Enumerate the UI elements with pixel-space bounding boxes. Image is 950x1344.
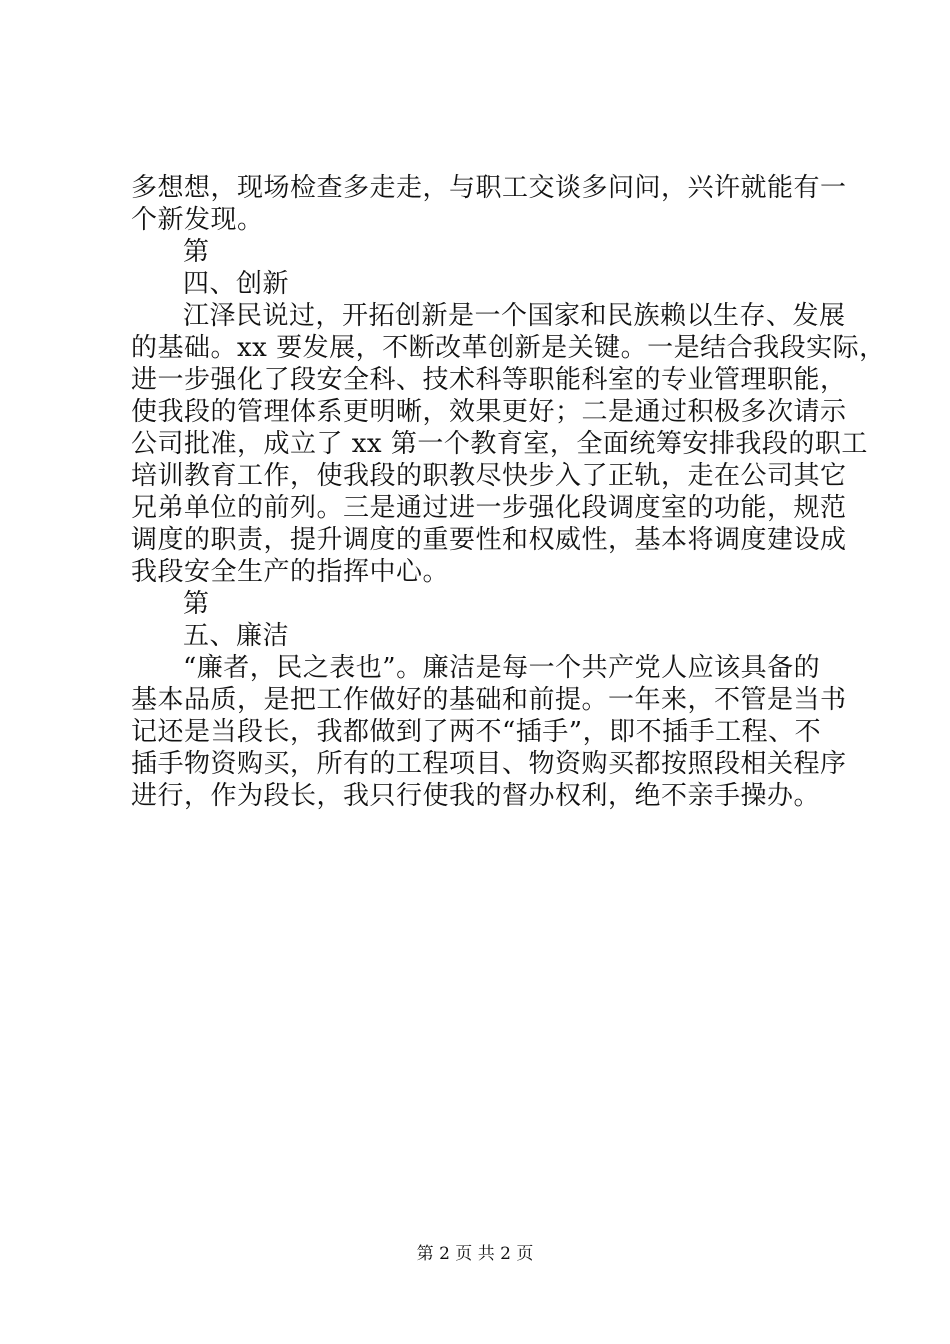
paragraph-start: 江泽民说过，开拓创新是一个国家和民族赖以生存、发展 — [183, 301, 846, 331]
text-line: 个新发现。 — [131, 205, 264, 235]
text-line: 多想想，现场检查多走走，与职工交谈多问问，兴许就能有一 — [131, 173, 847, 203]
text-line: 进行，作为段长，我只行使我的督办权利，绝不亲手操办。 — [131, 781, 821, 811]
text-line: 进一步强化了段安全科、技术科等职能科室的专业管理职能， — [131, 365, 847, 395]
section-marker: 第 — [183, 237, 210, 267]
text-line: 公司批准，成立了 xx 第一个教育室，全面统筹安排我段的职工 — [131, 429, 868, 459]
text-line: 基本品质，是把工作做好的基础和前提。一年来，不管是当书 — [131, 685, 847, 715]
text-line: 的基础。xx 要发展，不断改革创新是关键。一是结合我段实际， — [131, 333, 886, 363]
text-line: 插手物资购买，所有的工程项目、物资购买都按照段相关程序 — [131, 749, 847, 779]
text-line: 培训教育工作，使我段的职教尽快步入了正轨，走在公司其它 — [131, 461, 847, 491]
text-line: 调度的职责，提升调度的重要性和权威性，基本将调度建设成 — [131, 525, 847, 555]
text-line: 记还是当段长，我都做到了两不“插手”，即不插手工程、不 — [131, 717, 822, 747]
section-heading-innovation: 四、创新 — [183, 269, 290, 299]
section-marker: 第 — [183, 589, 210, 619]
text-line: 兄弟单位的前列。三是通过进一步强化段调度室的功能，规范 — [131, 493, 847, 523]
section-heading-integrity: 五、廉洁 — [183, 621, 290, 651]
paragraph-start: “廉者，民之表也”。廉洁是每一个共产党人应该具备的 — [183, 653, 821, 683]
text-line: 使我段的管理体系更明晰，效果更好；二是通过积极多次请示 — [131, 397, 847, 427]
body-text — [131, 172, 886, 812]
text-line: 我段安全生产的指挥中心。 — [131, 557, 450, 587]
page-footer: 第 2 页 共 2 页 — [416, 1244, 534, 1264]
